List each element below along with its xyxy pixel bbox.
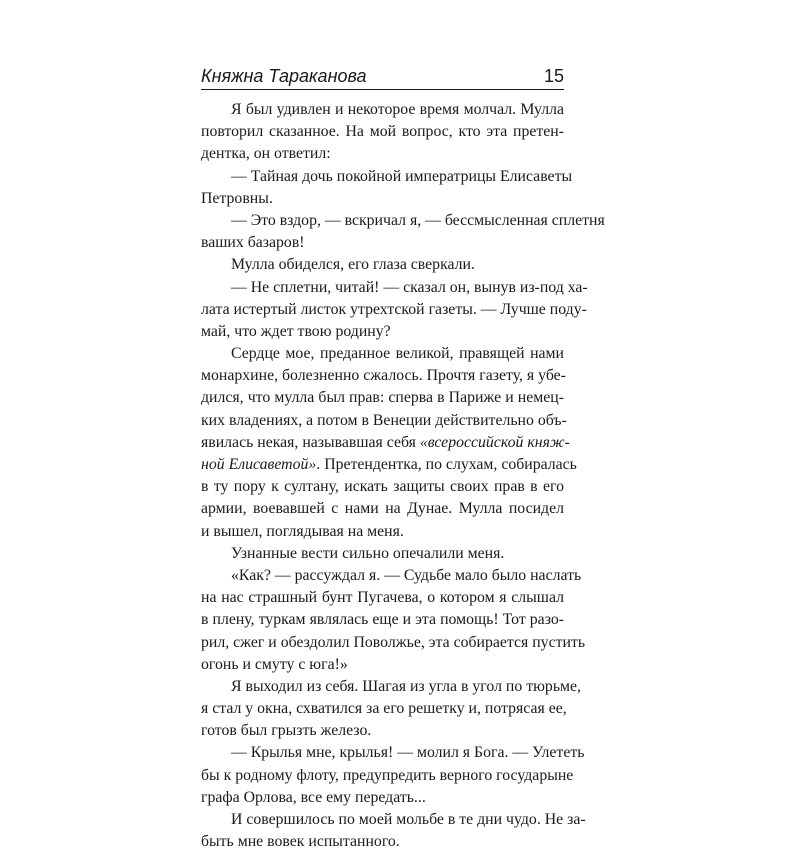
- text-line: И совершилось по моей мольбе в те дни чудо. Не за-: [231, 811, 586, 828]
- text-fragment: . Претендентка, по слухам, собиралась: [316, 456, 577, 473]
- text-line: [201, 454, 577, 476]
- text-line: монархине, болезненно сжалось. Прочтя газету, я убе-: [201, 367, 566, 385]
- text-line: Узнанные вести сильно опечалили меня.: [231, 544, 505, 562]
- text-line: — Крылья мне, крылья! — молил я Бога. — Улететь: [231, 744, 585, 762]
- text-line: — Тайная дочь покойной императрицы Елисаветы: [231, 167, 573, 185]
- text-line: я стал у окна, схватился за его решетку и, потрясая ее,: [201, 700, 567, 718]
- text-fragment: явилась некая, называвшая себя: [201, 433, 420, 451]
- text-line: повторил сказанное. На мой вопрос, кто эта претен-: [201, 123, 564, 141]
- text-line: май, что ждет твою родину?: [201, 322, 391, 340]
- text-line: — Это вздор, — вскричал я, — бессмысленная сплетня: [231, 211, 605, 229]
- text-line: — Не сплетни, читай! — сказал он, вынув из-под ха-: [231, 278, 588, 296]
- text-line: дился, что мулла был прав: сперва в Париже и немец-: [201, 389, 564, 407]
- text-line: рил, сжег и обездолил Поволжье, эта собирается пустить: [201, 633, 586, 651]
- text-line: Мулла обиделся, его глаза сверкали.: [231, 256, 475, 274]
- running-title: Княжна Тараканова: [201, 66, 367, 86]
- italic-fragment: «всероссийской княж-: [419, 433, 570, 451]
- text-line: и вышел, поглядывая на меня.: [201, 522, 404, 540]
- header-divider: [201, 89, 564, 90]
- text-line: в плену, туркам являлась еще и эта помощь! Тот разо-: [201, 611, 564, 629]
- text-line: армии, воевавшей с нами на Дунае. Мулла посидел: [201, 500, 564, 518]
- text-line: огонь и смуту с юга!»: [201, 655, 348, 673]
- text-line: [201, 432, 570, 454]
- text-line: Сердце мое, преданное великой, правящей нами: [231, 345, 564, 363]
- text-line: Я выходил из себя. Шагая из угла в угол по тюрьме,: [231, 677, 581, 695]
- text-line: «Как? — рассуждал я. — Судьбе мало было наслать: [231, 566, 582, 584]
- italic-fragment: ной Елисаветой»: [201, 456, 317, 473]
- text-line: бы к родному флоту, предупредить верного государыне: [201, 766, 574, 784]
- body-text: [201, 99, 605, 853]
- text-line: в ту пору к султану, искать защиты своих прав в его: [201, 478, 564, 496]
- text-line: ких владениях, а потом в Венеции действительно объ-: [201, 411, 567, 429]
- page-number: 15: [543, 66, 564, 86]
- text-line: Петровны.: [201, 189, 273, 207]
- text-line: быть мне вовек испытанного.: [201, 833, 400, 851]
- text-line: Я был удивлен и некоторое время молчал. Мулла: [231, 101, 564, 118]
- text-line: готов был грызть железо.: [201, 722, 372, 740]
- page-header: [201, 62, 564, 88]
- text-line: лата истертый листок утрехтской газеты. — Лучше поду-: [201, 300, 587, 318]
- text-line: ваших базаров!: [201, 234, 305, 252]
- text-line: на нас страшный бунт Пугачева, о котором я слышал: [201, 589, 564, 607]
- text-line: графа Орлова, все ему передать...: [201, 788, 426, 806]
- text-line: дентка, он ответил:: [201, 145, 331, 163]
